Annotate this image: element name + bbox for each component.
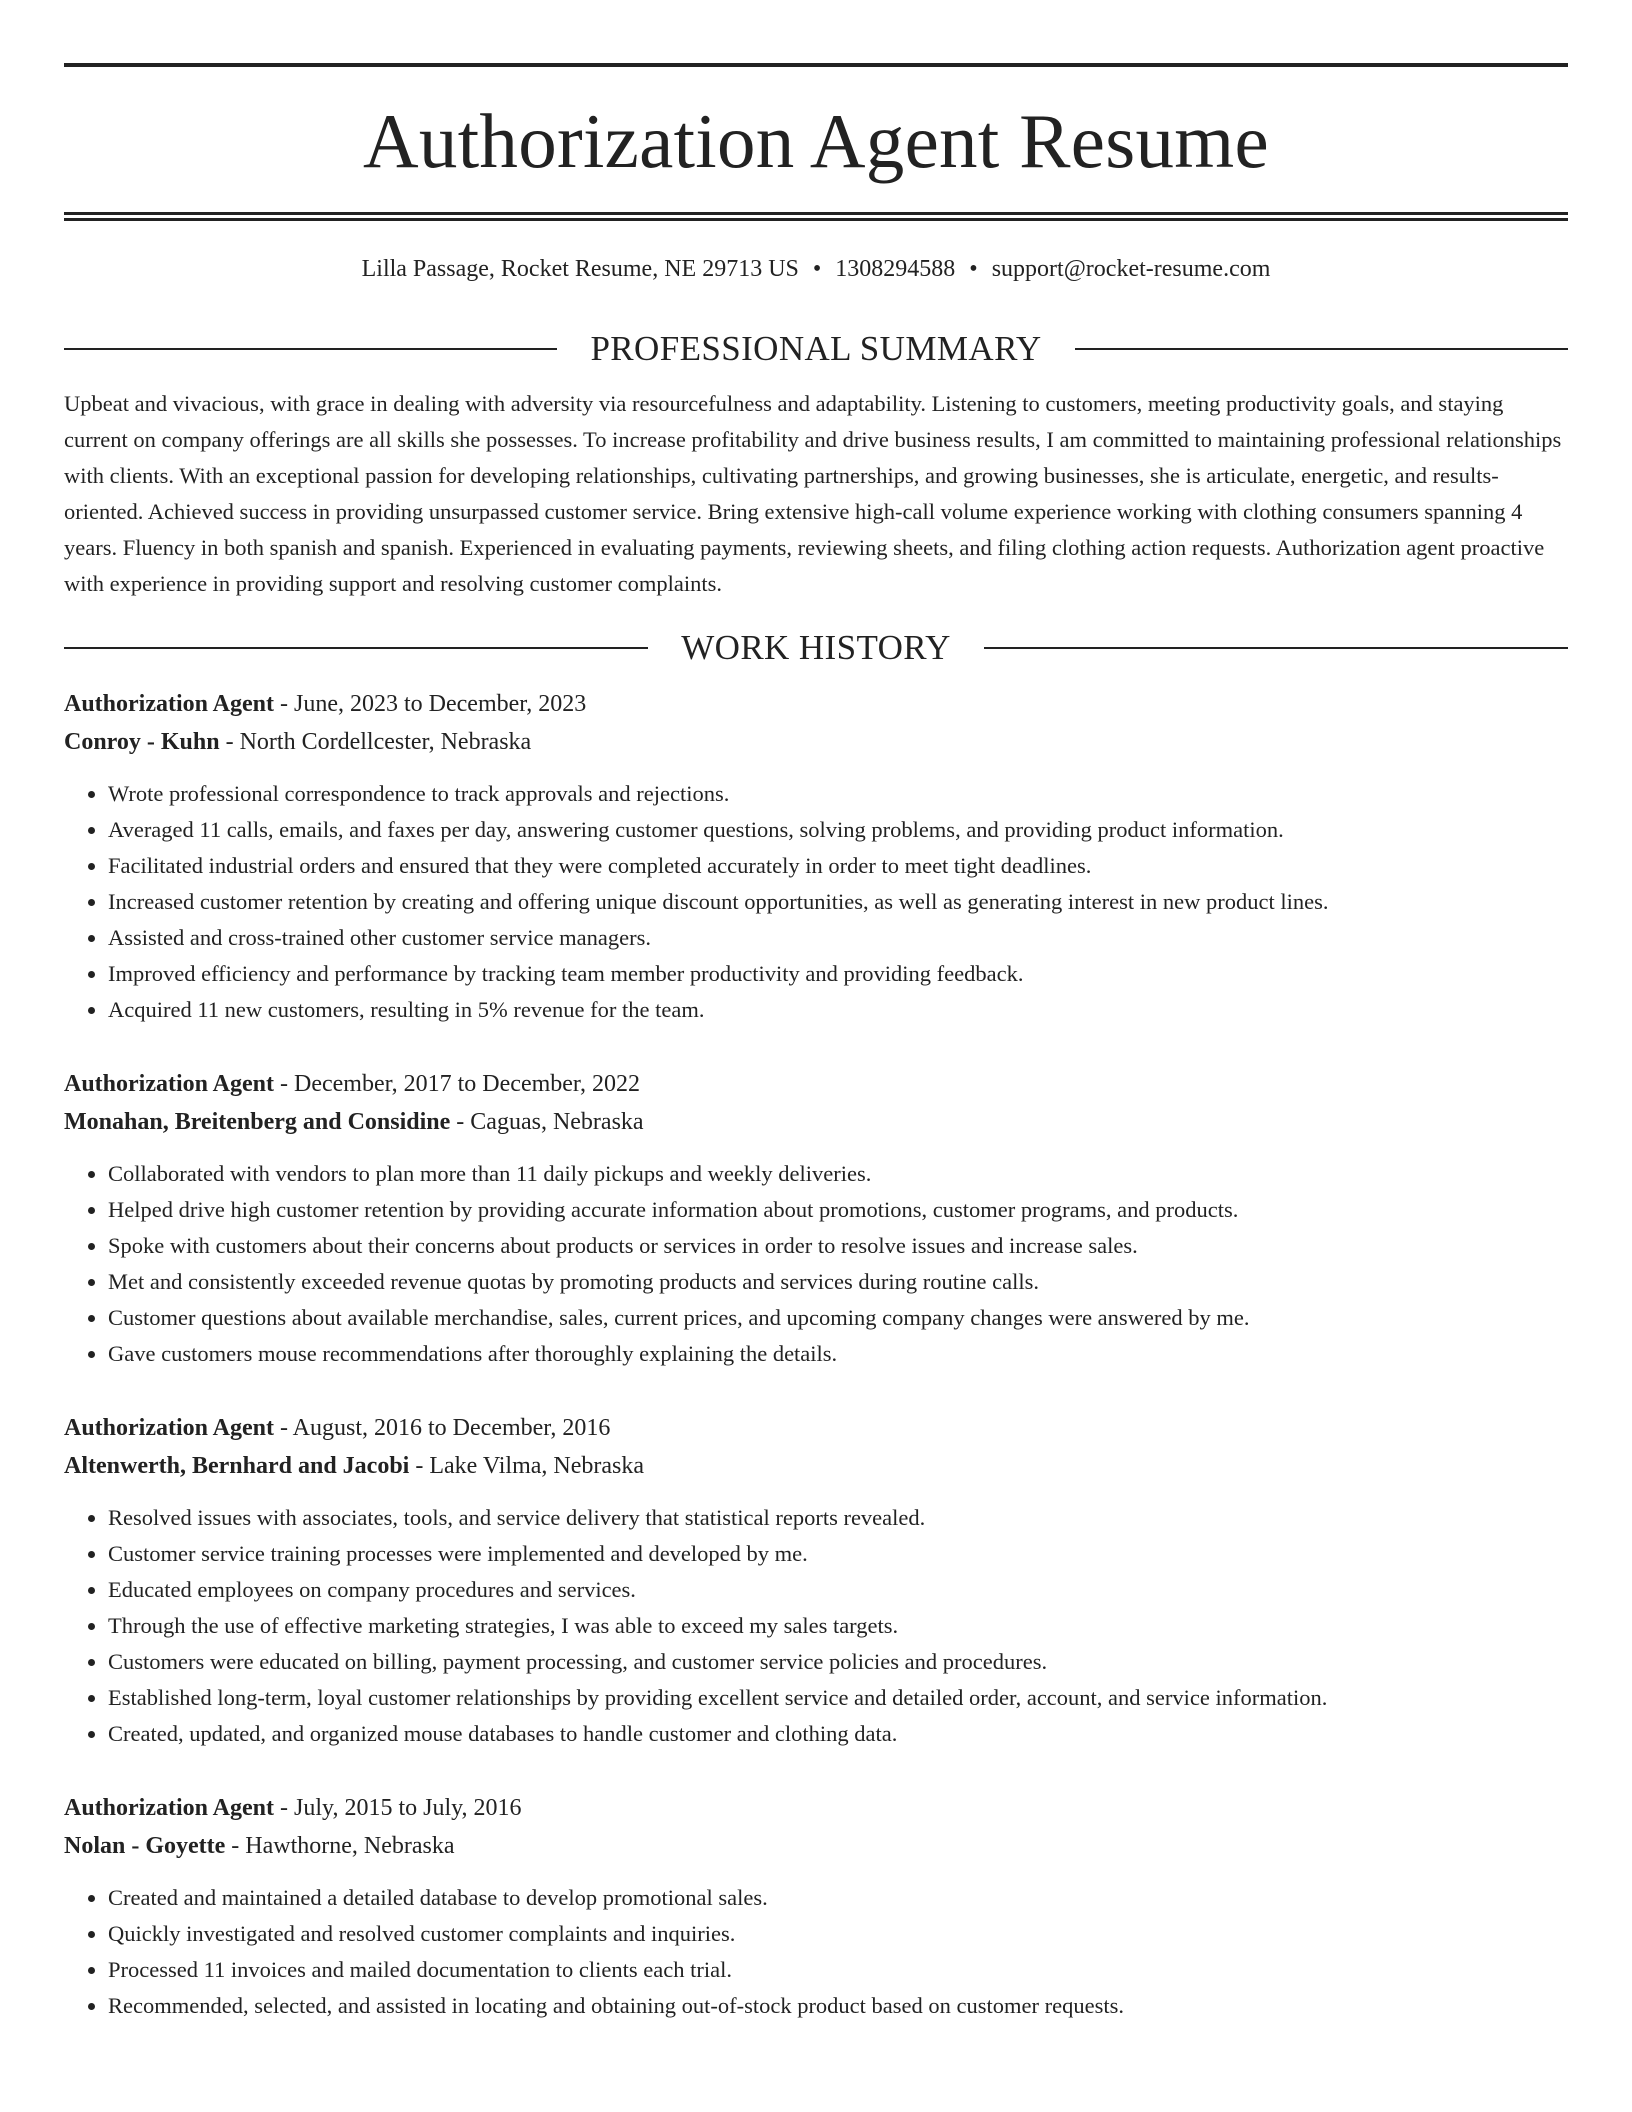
job-company-line — [64, 1103, 1568, 1141]
job-location: - Lake Vilma, Nebraska — [409, 1453, 645, 1479]
job-title: Authorization Agent — [64, 691, 274, 717]
job-location: - Hawthorne, Nebraska — [225, 1833, 455, 1859]
job-location: - North Cordellcester, Nebraska — [219, 729, 532, 755]
job-bullet: • Collaborated with vendors to plan more than 11 daily pickups and weekly deliveries. — [108, 1156, 1568, 1192]
job-title-line — [64, 1065, 1568, 1103]
job-company: Altenwerth, Bernhard and Jacobi — [64, 1453, 410, 1479]
contact-address: Lilla Passage, Rocket Resume, NE 29713 US — [361, 256, 799, 282]
job-location: - Caguas, Nebraska — [450, 1109, 644, 1135]
job-bullet: • Assisted and cross-trained other customer service managers. — [108, 920, 1568, 956]
job-title: Authorization Agent — [64, 1795, 274, 1821]
job-bullets — [64, 1156, 1568, 1372]
job-bullets — [64, 1500, 1568, 1752]
title-double-rule — [64, 212, 1568, 221]
job-company-line — [64, 1827, 1568, 1865]
job-bullet: • Quickly investigated and resolved customer complaints and inquiries. — [108, 1916, 1568, 1952]
job-bullet: • Through the use of effective marketing strategies, I was able to exceed my sales targets. — [108, 1608, 1568, 1644]
job-dates: - July, 2015 to July, 2016 — [274, 1795, 522, 1821]
job-bullet: • Created, updated, and organized mouse databases to handle customer and clothing data. — [108, 1716, 1568, 1752]
job-title-line — [64, 685, 1568, 723]
job-title: Authorization Agent — [64, 1071, 274, 1097]
contact-separator: • — [812, 256, 822, 282]
job-bullet: • Wrote professional correspondence to track approvals and rejections. — [108, 776, 1568, 812]
job-bullet: • Processed 11 invoices and mailed documentation to clients each trial. — [108, 1952, 1568, 1988]
job-bullet: • Gave customers mouse recommendations after thoroughly explaining the details. — [108, 1336, 1568, 1372]
job-bullets — [64, 1880, 1568, 2024]
job-bullet: • Averaged 11 calls, emails, and faxes per day, answering customer questions, solving problems, and providing product information. — [108, 812, 1568, 848]
contact-phone: 1308294588 — [835, 256, 956, 282]
job-bullet: • Customer service training processes were implemented and developed by me. — [108, 1536, 1568, 1572]
job-bullet: • Established long-term, loyal customer relationships by providing excellent service and detailed order, account, and service information. — [108, 1680, 1568, 1716]
top-rule — [64, 63, 1568, 67]
job-entry — [64, 685, 1568, 1028]
job-title: Authorization Agent — [64, 1415, 274, 1441]
job-dates: - August, 2016 to December, 2016 — [274, 1415, 611, 1441]
job-bullet: • Customers were educated on billing, payment processing, and customer service policies and procedures. — [108, 1644, 1568, 1680]
job-entry — [64, 1065, 1568, 1372]
summary-heading — [64, 331, 1568, 366]
job-company-line — [64, 1447, 1568, 1485]
heading-rule-right — [1075, 348, 1568, 350]
job-company: Nolan - Goyette — [64, 1833, 226, 1859]
job-bullet: • Educated employees on company procedures and services. — [108, 1572, 1568, 1608]
summary-heading-text: PROFESSIONAL SUMMARY — [590, 329, 1042, 368]
job-bullet: • Helped drive high customer retention by providing accurate information about promotions, customer programs, and products. — [108, 1192, 1568, 1228]
job-bullet: • Customer questions about available merchandise, sales, current prices, and upcoming company changes were answered by me. — [108, 1300, 1568, 1336]
job-entry — [64, 1409, 1568, 1752]
job-company: Monahan, Breitenberg and Considine — [64, 1109, 451, 1135]
job-bullet: • Facilitated industrial orders and ensured that they were completed accurately in order to meet tight deadlines. — [108, 848, 1568, 884]
heading-rule-left — [64, 348, 557, 350]
job-company-line — [64, 723, 1568, 761]
job-bullet: • Increased customer retention by creating and offering unique discount opportunities, as well as generating interest in new product lines. — [108, 884, 1568, 920]
heading-rule-left — [64, 647, 648, 649]
job-entry — [64, 1789, 1568, 2024]
contact-line — [64, 257, 1568, 281]
job-title-line — [64, 1409, 1568, 1447]
job-bullet: • Met and consistently exceeded revenue quotas by promoting products and services during routine calls. — [108, 1264, 1568, 1300]
contact-email: support@rocket-resume.com — [991, 256, 1271, 282]
job-bullet: • Created and maintained a detailed database to develop promotional sales. — [108, 1880, 1568, 1916]
job-bullet: • Recommended, selected, and assisted in locating and obtaining out-of-stock product based on customer requests. — [108, 1988, 1568, 2024]
job-bullet: • Acquired 11 new customers, resulting in 5% revenue for the team. — [108, 992, 1568, 1028]
summary-text: Upbeat and vivacious, with grace in dealing with adversity via resourcefulness and adaptability. Listening to customers, meeting productivity goals, and staying current on company offerings are all skills she possesses. To increase profitability and drive business results, I am committed to maintaining professional relationships with clients. With an exceptional passion for developing relationships, cultivating partnerships, and growing businesses, she is articulate, energetic, and results-oriented. Achieved success in providing unsurpassed customer service. Bring extensive high-call volume experience working with clothing consumers spanning 4 years. Fluency in both spanish and spanish. Experienced in evaluating payments, reviewing sheets, and filing clothing action requests. Authorization agent proactive with experience in providing support and resolving customer complaints. — [64, 391, 1562, 596]
job-bullet: • Resolved issues with associates, tools, and service delivery that statistical reports revealed. — [108, 1500, 1568, 1536]
job-company: Conroy - Kuhn — [64, 729, 220, 755]
work-history-heading — [64, 630, 1568, 665]
job-dates: - December, 2017 to December, 2022 — [274, 1071, 640, 1097]
page-title: Authorization Agent Resume — [363, 98, 1269, 184]
job-bullets — [64, 776, 1568, 1028]
job-title-line — [64, 1789, 1568, 1827]
job-bullet: • Spoke with customers about their concerns about products or services in order to resolve issues and increase sales. — [108, 1228, 1568, 1264]
contact-separator: • — [969, 256, 978, 282]
heading-rule-right — [984, 647, 1568, 649]
work-history-heading-text: WORK HISTORY — [681, 628, 951, 667]
job-list — [64, 685, 1568, 2024]
job-dates: - June, 2023 to December, 2023 — [274, 691, 587, 717]
job-bullet: • Improved efficiency and performance by tracking team member productivity and providing feedback. — [108, 956, 1568, 992]
